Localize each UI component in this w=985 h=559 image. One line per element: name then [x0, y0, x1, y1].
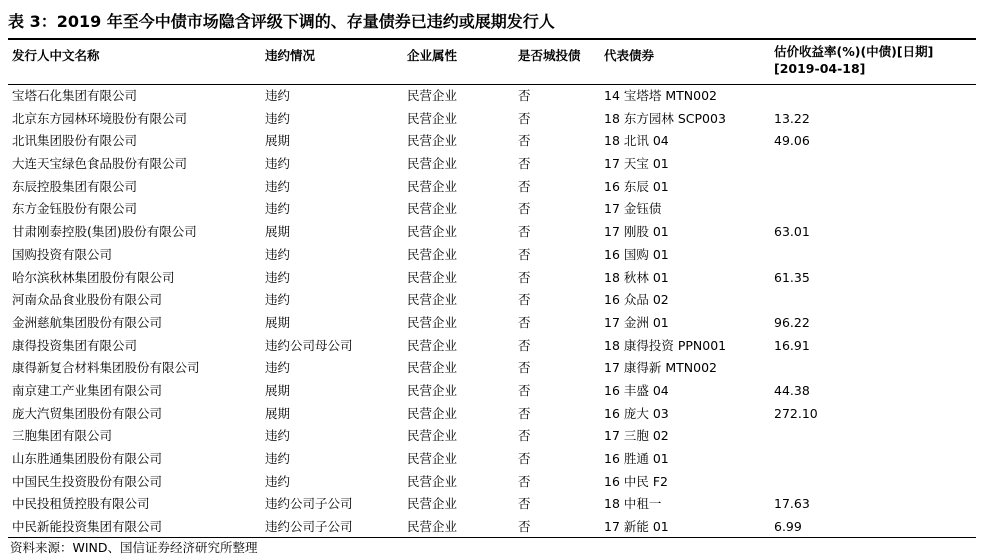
cell-lgfv: 否 [518, 246, 531, 262]
cell-bond: 18 秋林 01 [604, 269, 669, 285]
cell-lgfv: 否 [518, 382, 531, 398]
cell-lgfv: 否 [518, 110, 531, 126]
cell-status: 违约 [265, 428, 291, 444]
cell-bond: 16 东辰 01 [604, 178, 669, 194]
cell-nature: 民营企业 [407, 201, 458, 217]
cell-bond: 17 金洲 01 [604, 314, 669, 330]
cell-bond: 16 丰盛 04 [604, 382, 669, 398]
table-row [8, 267, 976, 290]
cell-lgfv: 否 [518, 178, 531, 194]
cell-nature: 民营企业 [407, 178, 458, 194]
cell-nature: 民营企业 [407, 133, 458, 149]
header-status: 违约情况 [265, 48, 316, 63]
table-row [8, 244, 976, 267]
cell-rate: 63.01 [774, 224, 810, 240]
cell-bond: 18 康得投资 PPN001 [604, 337, 727, 353]
cell-status: 违约公司子公司 [265, 519, 353, 535]
cell-issuer: 北京东方园林环境股份有限公司 [12, 110, 188, 126]
cell-lgfv: 否 [518, 292, 531, 308]
cell-status: 违约 [265, 110, 291, 126]
cell-issuer: 庞大汽贸集团股份有限公司 [12, 405, 163, 421]
cell-status: 展期 [265, 382, 291, 398]
cell-nature: 民营企业 [407, 314, 458, 330]
cell-issuer: 中国民生投资股份有限公司 [12, 473, 163, 489]
cell-nature: 民营企业 [407, 473, 458, 489]
table-row [8, 312, 976, 335]
cell-issuer: 中民投租赁控股有限公司 [12, 496, 150, 512]
table-row [8, 448, 976, 471]
cell-issuer: 金洲慈航集团股份有限公司 [12, 314, 163, 330]
table-row [8, 153, 976, 176]
header-rate [774, 43, 933, 77]
cell-nature: 民营企业 [407, 428, 458, 444]
cell-status: 违约 [265, 292, 291, 308]
table-row [8, 380, 976, 403]
cell-issuer: 宝塔石化集团有限公司 [12, 88, 138, 103]
cell-rate: 49.06 [774, 133, 810, 149]
cell-status: 违约 [265, 246, 291, 262]
cell-status: 违约 [265, 473, 291, 489]
cell-bond: 16 国购 01 [604, 246, 669, 262]
cell-lgfv: 否 [518, 201, 531, 217]
cell-bond: 17 新能 01 [604, 519, 669, 535]
cell-bond: 17 康得新 MTN002 [604, 360, 717, 376]
cell-bond: 17 刚股 01 [604, 224, 669, 240]
table-row [8, 108, 976, 131]
table-row [8, 493, 976, 516]
cell-lgfv: 否 [518, 405, 531, 421]
header-lgfv: 是否城投债 [518, 48, 581, 63]
header-rate-line1: 估价收益率(%)(中债)[日期] [774, 44, 934, 59]
cell-bond: 16 庞大 03 [604, 405, 669, 421]
table-row [8, 335, 976, 358]
table-row [8, 403, 976, 426]
cell-status: 违约 [265, 178, 291, 194]
cell-lgfv: 否 [518, 133, 531, 149]
cell-bond: 16 中民 F2 [604, 473, 668, 489]
cell-bond: 18 中租一 [604, 496, 662, 512]
title-rule [8, 38, 976, 40]
table-row [8, 221, 976, 244]
cell-nature: 民营企业 [407, 360, 458, 376]
table-row [8, 425, 976, 448]
cell-nature: 民营企业 [407, 110, 458, 126]
cell-nature: 民营企业 [407, 292, 458, 308]
cell-lgfv: 否 [518, 337, 531, 353]
table-row [8, 357, 976, 380]
cell-nature: 民营企业 [407, 337, 458, 353]
cell-status: 违约 [265, 360, 291, 376]
table-row [8, 516, 976, 539]
cell-lgfv: 否 [518, 428, 531, 444]
cell-lgfv: 否 [518, 314, 531, 330]
cell-status: 展期 [265, 133, 291, 149]
cell-rate: 96.22 [774, 314, 810, 330]
header-bond: 代表债券 [604, 48, 655, 63]
cell-issuer: 三胞集团有限公司 [12, 428, 113, 444]
cell-nature: 民营企业 [407, 496, 458, 512]
cell-bond: 17 天宝 01 [604, 156, 669, 172]
cell-lgfv: 否 [518, 360, 531, 376]
cell-status: 展期 [265, 314, 291, 330]
cell-issuer: 康得新复合材料集团股份有限公司 [12, 360, 200, 376]
cell-status: 违约 [265, 88, 291, 103]
cell-rate: 16.91 [774, 337, 810, 353]
cell-issuer: 康得投资集团有限公司 [12, 337, 138, 353]
cell-status: 展期 [265, 405, 291, 421]
cell-nature: 民营企业 [407, 405, 458, 421]
table-header [8, 41, 976, 85]
cell-nature: 民营企业 [407, 224, 458, 240]
cell-issuer: 甘肃刚泰控股(集团)股份有限公司 [12, 224, 197, 240]
cell-nature: 民营企业 [407, 156, 458, 172]
cell-bond: 16 胜通 01 [604, 451, 669, 466]
cell-bond: 18 东方园林 SCP003 [604, 110, 726, 126]
cell-status: 违约 [265, 269, 291, 285]
cell-issuer: 哈尔滨秋林集团股份有限公司 [12, 269, 175, 285]
cell-nature: 民营企业 [407, 269, 458, 285]
cell-rate: 6.99 [774, 519, 802, 535]
cell-status: 违约 [265, 451, 291, 466]
cell-lgfv: 否 [518, 269, 531, 285]
table-row [8, 471, 976, 494]
cell-nature: 民营企业 [407, 382, 458, 398]
cell-issuer: 东方金钰股份有限公司 [12, 201, 138, 217]
cell-lgfv: 否 [518, 88, 531, 103]
cell-rate: 61.35 [774, 269, 810, 285]
cell-issuer: 大连天宝绿色食品股份有限公司 [12, 156, 188, 172]
source-note: 资料来源：WIND、国信证券经济研究所整理 [10, 540, 258, 555]
table-row [8, 85, 976, 108]
cell-issuer: 东辰控股集团有限公司 [12, 178, 138, 194]
cell-status: 违约 [265, 201, 291, 217]
cell-issuer: 中民新能投资集团有限公司 [12, 519, 163, 535]
bottom-rule [8, 537, 976, 538]
cell-bond: 14 宝塔塔 MTN002 [604, 88, 717, 103]
cell-lgfv: 否 [518, 496, 531, 512]
cell-issuer: 山东胜通集团股份有限公司 [12, 451, 163, 466]
cell-bond: 18 北讯 04 [604, 133, 669, 149]
cell-rate: 13.22 [774, 110, 810, 126]
header-rate-line2: [2019-04-18] [774, 61, 866, 76]
cell-rate: 44.38 [774, 382, 810, 398]
cell-issuer: 河南众品食业股份有限公司 [12, 292, 163, 308]
table-body [8, 85, 976, 539]
table-title: 表 3：2019 年至今中债市场隐含评级下调的、存量债券已违约或展期发行人 [8, 12, 555, 31]
table-row [8, 176, 976, 199]
cell-bond: 17 三胞 02 [604, 428, 669, 444]
cell-lgfv: 否 [518, 451, 531, 466]
table-row [8, 289, 976, 312]
table-row [8, 198, 976, 221]
cell-lgfv: 否 [518, 224, 531, 240]
cell-rate: 17.63 [774, 496, 810, 512]
cell-issuer: 南京建工产业集团有限公司 [12, 382, 163, 398]
table-row [8, 130, 976, 153]
cell-lgfv: 否 [518, 156, 531, 172]
cell-issuer: 北讯集团股份有限公司 [12, 133, 138, 149]
cell-nature: 民营企业 [407, 246, 458, 262]
cell-lgfv: 否 [518, 519, 531, 535]
cell-status: 违约 [265, 156, 291, 172]
cell-status: 展期 [265, 224, 291, 240]
cell-issuer: 国购投资有限公司 [12, 246, 113, 262]
cell-status: 违约公司子公司 [265, 496, 353, 512]
cell-nature: 民营企业 [407, 519, 458, 535]
cell-lgfv: 否 [518, 473, 531, 489]
cell-status: 违约公司母公司 [265, 337, 353, 353]
cell-bond: 16 众品 02 [604, 292, 669, 308]
cell-bond: 17 金钰债 [604, 201, 662, 217]
header-nature: 企业属性 [407, 48, 458, 63]
cell-rate: 272.10 [774, 405, 818, 421]
cell-nature: 民营企业 [407, 451, 458, 466]
header-issuer: 发行人中文名称 [12, 48, 100, 63]
cell-nature: 民营企业 [407, 88, 458, 103]
